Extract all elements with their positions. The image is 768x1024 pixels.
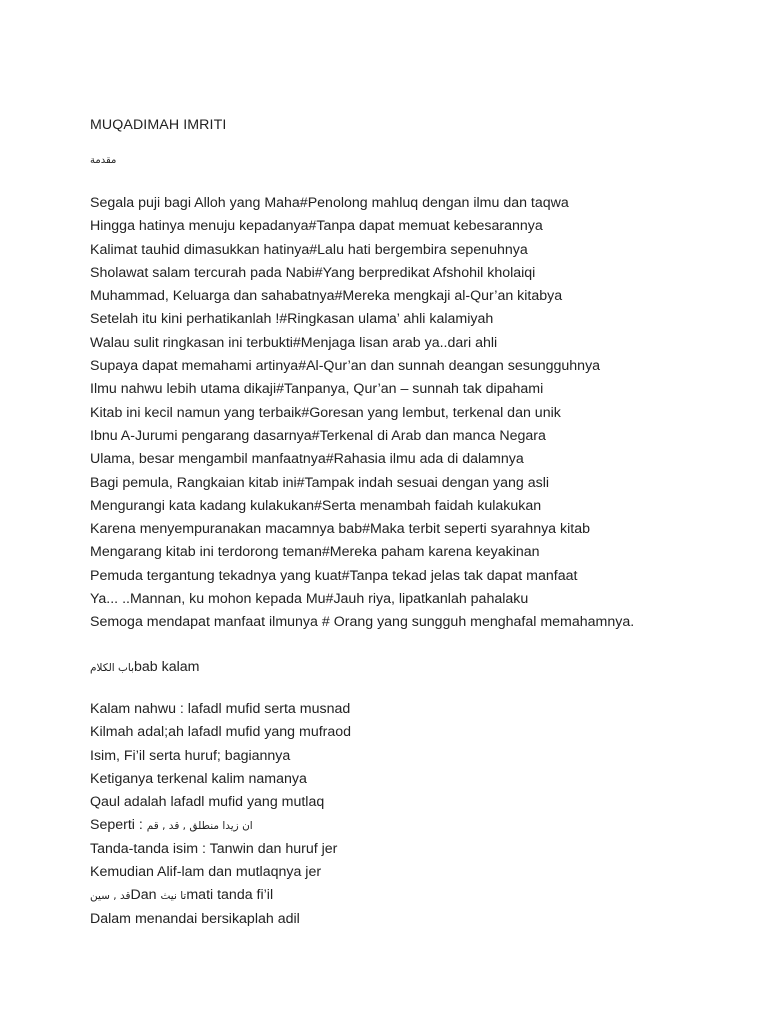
- text-line: Ya... ..Mannan, ku mohon kepada Mu#Jauh riya, lipatkanlah pahalaku: [90, 591, 529, 608]
- bab-heading-latin: bab kalam: [134, 658, 200, 675]
- spacer: [90, 635, 730, 656]
- text-line: Kalimat tauhid dimasukkan hatinya#Lalu hati bergembira sepenuhnya: [90, 241, 528, 258]
- text-line: Muhammad, Keluarga dan sahabatnya#Mereka mengkaji al-Qur’an kitabya: [90, 288, 563, 305]
- text-line: Ulama, besar mengambil manfaatnya#Rahasia ilmu ada di dalamnya: [90, 451, 524, 468]
- muqadimah-block: [90, 192, 730, 635]
- text-line: Ilmu nahwu lebih utama dikaji#Tanpanya, Qur’an – sunnah tak dipahami: [90, 381, 544, 398]
- mixed-latin-2: mati tanda fi’il: [186, 887, 274, 904]
- text-line: Ketiganya terkenal kalim namanya: [90, 770, 307, 787]
- subtitle-arabic: مقدمة: [90, 155, 117, 166]
- text-line: Supaya dapat memahami artinya#Al-Qur’an dan sunnah deangan sesungguhnya: [90, 358, 601, 375]
- text-line: Kemudian Alif-lam dan mutlaqnya jer: [90, 864, 322, 881]
- seperti-arabic: ان زيدا منطلق , قد , قم: [146, 820, 253, 833]
- mixed-arabic-2: تا نيث: [160, 890, 187, 903]
- text-line: Segala puji bagi Alloh yang Maha#Penolong mahluq dengan ilmu dan taqwa: [90, 195, 569, 211]
- text-line: Tanda-tanda isim : Tanwin dan huruf jer: [90, 840, 338, 857]
- mixed-arabic-1: قد , سين: [90, 890, 131, 903]
- subtitle-arabic-row: [90, 137, 730, 175]
- text-line: Sholawat salam tercurah pada Nabi#Yang berpredikat Afshohil kholaiqi: [90, 264, 536, 281]
- spacer: [90, 679, 730, 698]
- text-line: Pemuda tergantung tekadnya yang kuat#Tanpa tekad jelas tak dapat manfaat: [90, 567, 578, 584]
- text-line: Bagi pemula, Rangkaian kitab ini#Tampak indah sesuai dengan yang asli: [90, 474, 550, 491]
- text-line: Setelah itu kini perhatikanlah !#Ringkasan ulama’ ahli kalamiyah: [90, 311, 494, 328]
- text-line: Kalam nahwu : lafadl mufid serta musnad: [90, 700, 351, 717]
- seperti-line: [90, 814, 730, 837]
- text-line: Karena menyempuranakan macamnya bab#Maka terbit seperti syarahnya kitab: [90, 521, 590, 538]
- text-line: Kilmah adal;ah lafadl mufid yang mufraod: [90, 724, 352, 741]
- document-page: [90, 113, 730, 931]
- text-line: Qaul adalah lafadl mufid yang mutlaq: [90, 794, 325, 811]
- text-line: Mengarang kitab ini terdorong teman#Mereka paham karena keyakinan: [90, 544, 540, 561]
- bab-heading: [90, 656, 730, 679]
- text-line: Walau sulit ringkasan ini terbukti#Menjaga lisan arab ya..dari ahli: [90, 334, 498, 351]
- text-line: Semoga mendapat manfaat ilmunya # Orang yang sungguh menghafal memahamnya.: [90, 614, 635, 631]
- text-line: Kitab ini kecil namun yang terbaik#Goresan yang lembut, terkenal dan unik: [90, 404, 561, 421]
- text-line: Hingga hatinya menuju kepadanya#Tanpa dapat memuat kebesarannya: [90, 218, 543, 235]
- text-line: Mengurangi kata kadang kulakukan#Serta menambah faidah kulakukan: [90, 497, 542, 514]
- document-title: MUQADIMAH IMRITI: [90, 117, 227, 133]
- text-line: Isim, Fi’il serta huruf; bagiannya: [90, 747, 291, 764]
- kalam-block: [90, 698, 730, 814]
- mixed-latin-1: Dan: [130, 887, 161, 904]
- mixed-line: [90, 884, 730, 907]
- seperti-prefix: Seperti :: [90, 817, 147, 834]
- last-line: Dalam menandai bersikaplah adil: [90, 910, 300, 927]
- kalam-block-2: [90, 838, 730, 885]
- text-line: Ibnu A-Jurumi pengarang dasarnya#Terkenal di Arab dan manca Negara: [90, 427, 546, 444]
- bab-heading-arabic: باب الكلام: [90, 661, 135, 674]
- spacer: [90, 175, 730, 192]
